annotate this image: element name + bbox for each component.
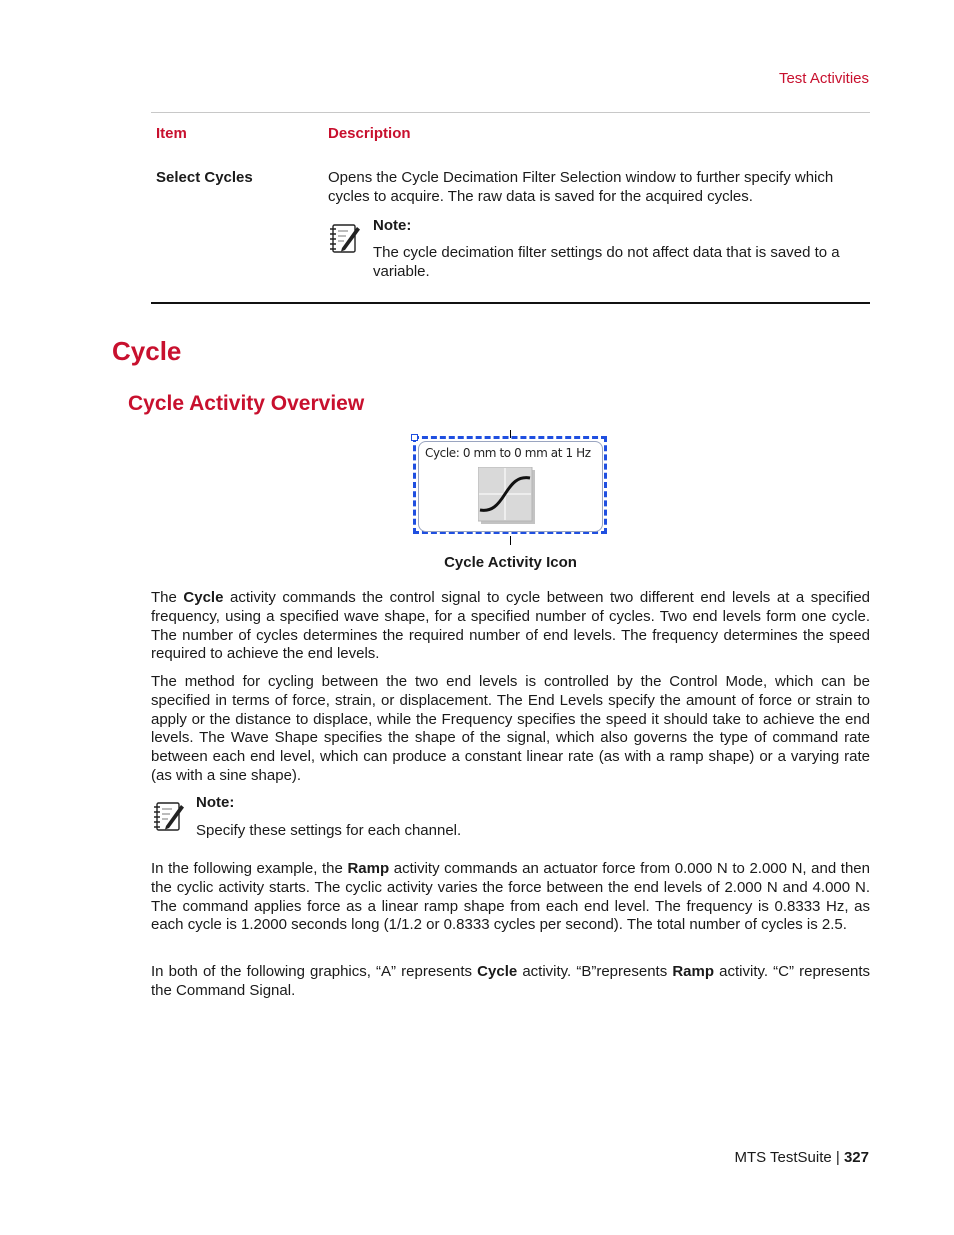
note-icon <box>327 220 361 256</box>
paragraph-text: activity commands the control signal to cycle between two different end levels at a specified frequency, using a specified wave shape, for a specified number of cycles. Two end levels form one cycle. The number of cycles determines the required number of end levels. The frequency determines the speed required to achieve the end levels. <box>151 589 870 663</box>
paragraph-text: activity. “B”represents <box>517 963 673 980</box>
paragraph-control-method <box>151 673 870 786</box>
widget-label: Cycle: 0 mm to 0 mm at 1 Hz <box>425 446 591 460</box>
table-bottom-divider <box>151 302 870 304</box>
bold-term-cycle: Cycle <box>477 963 518 980</box>
paragraph-text: In the following example, the <box>151 860 348 877</box>
paragraph-text: activity. “C” represents the Command Signal. <box>151 963 870 999</box>
paragraph-text: activity commands an actuator force from 0.000 N to 2.000 N, and then the cyclic activity starts. The cyclic activity varies the force between the end levels of 2.000 N and 4.000 N. The command applies force as a linear ramp shape from each end level. The frequency is 0.8333 Hz, as each cycle is 1.2000 seconds long (1/1.2 or 0.8333 cycles per second). The total number of cycles is 2.5. <box>151 860 870 934</box>
sine-wave-icon <box>478 467 534 523</box>
paragraph-text: In both of the following graphics, “A” represents <box>151 963 478 980</box>
bold-term-ramp: Ramp <box>347 860 390 877</box>
figure-caption: Cycle Activity Icon <box>444 554 577 571</box>
column-header-description: Description <box>328 125 411 142</box>
selection-handle[interactable] <box>411 434 418 441</box>
page-number: 327 <box>843 1149 869 1166</box>
bold-term-ramp: Ramp <box>672 963 715 980</box>
note-label: Note: <box>373 217 412 234</box>
bold-term-cycle: Cycle <box>183 589 224 606</box>
paragraph-graphics-legend <box>151 963 870 1001</box>
cycle-activity-figure <box>409 430 613 545</box>
page-footer <box>734 1149 869 1168</box>
cycle-activity-widget[interactable] <box>418 441 603 532</box>
paragraph-example <box>151 860 870 935</box>
paragraph-text: The method for cycling between the two end levels is controlled by the Control Mode, which can be specified in terms of force, strain, or displacement. The End Levels specify the amount of force or strain to apply or the distance to displace, while the Frequency specifies the speed it should take to achieve the end levels. The Wave Shape specifies the shape of the signal, which also governs the type of command rate between each end level, which can produce a constant linear rate (as with a ramp shape) or a varying rate (as with a sine shape). <box>151 673 870 784</box>
note-text: Specify these settings for each channel. <box>196 822 462 839</box>
paragraph-cycle-description <box>151 589 870 664</box>
subsection-heading: Cycle Activity Overview <box>128 392 365 415</box>
section-heading: Cycle <box>112 336 182 366</box>
column-header-item: Item <box>156 125 187 142</box>
note-icon <box>151 798 185 834</box>
table-cell-description: Opens the Cycle Decimation Filter Selection window to further specify which cycles to acquire. The raw data is saved for the acquired cycles. <box>328 169 834 205</box>
table-top-divider <box>151 112 870 113</box>
running-header: Test Activities <box>778 70 869 87</box>
connector-line-bottom <box>510 536 511 545</box>
paragraph-text: The <box>151 589 184 606</box>
table-cell-item: Select Cycles <box>156 169 253 186</box>
footer-product: MTS TestSuite | <box>734 1149 844 1166</box>
note-label: Note: <box>196 794 235 811</box>
note-text: The cycle decimation filter settings do not affect data that is saved to a variable. <box>373 244 840 280</box>
